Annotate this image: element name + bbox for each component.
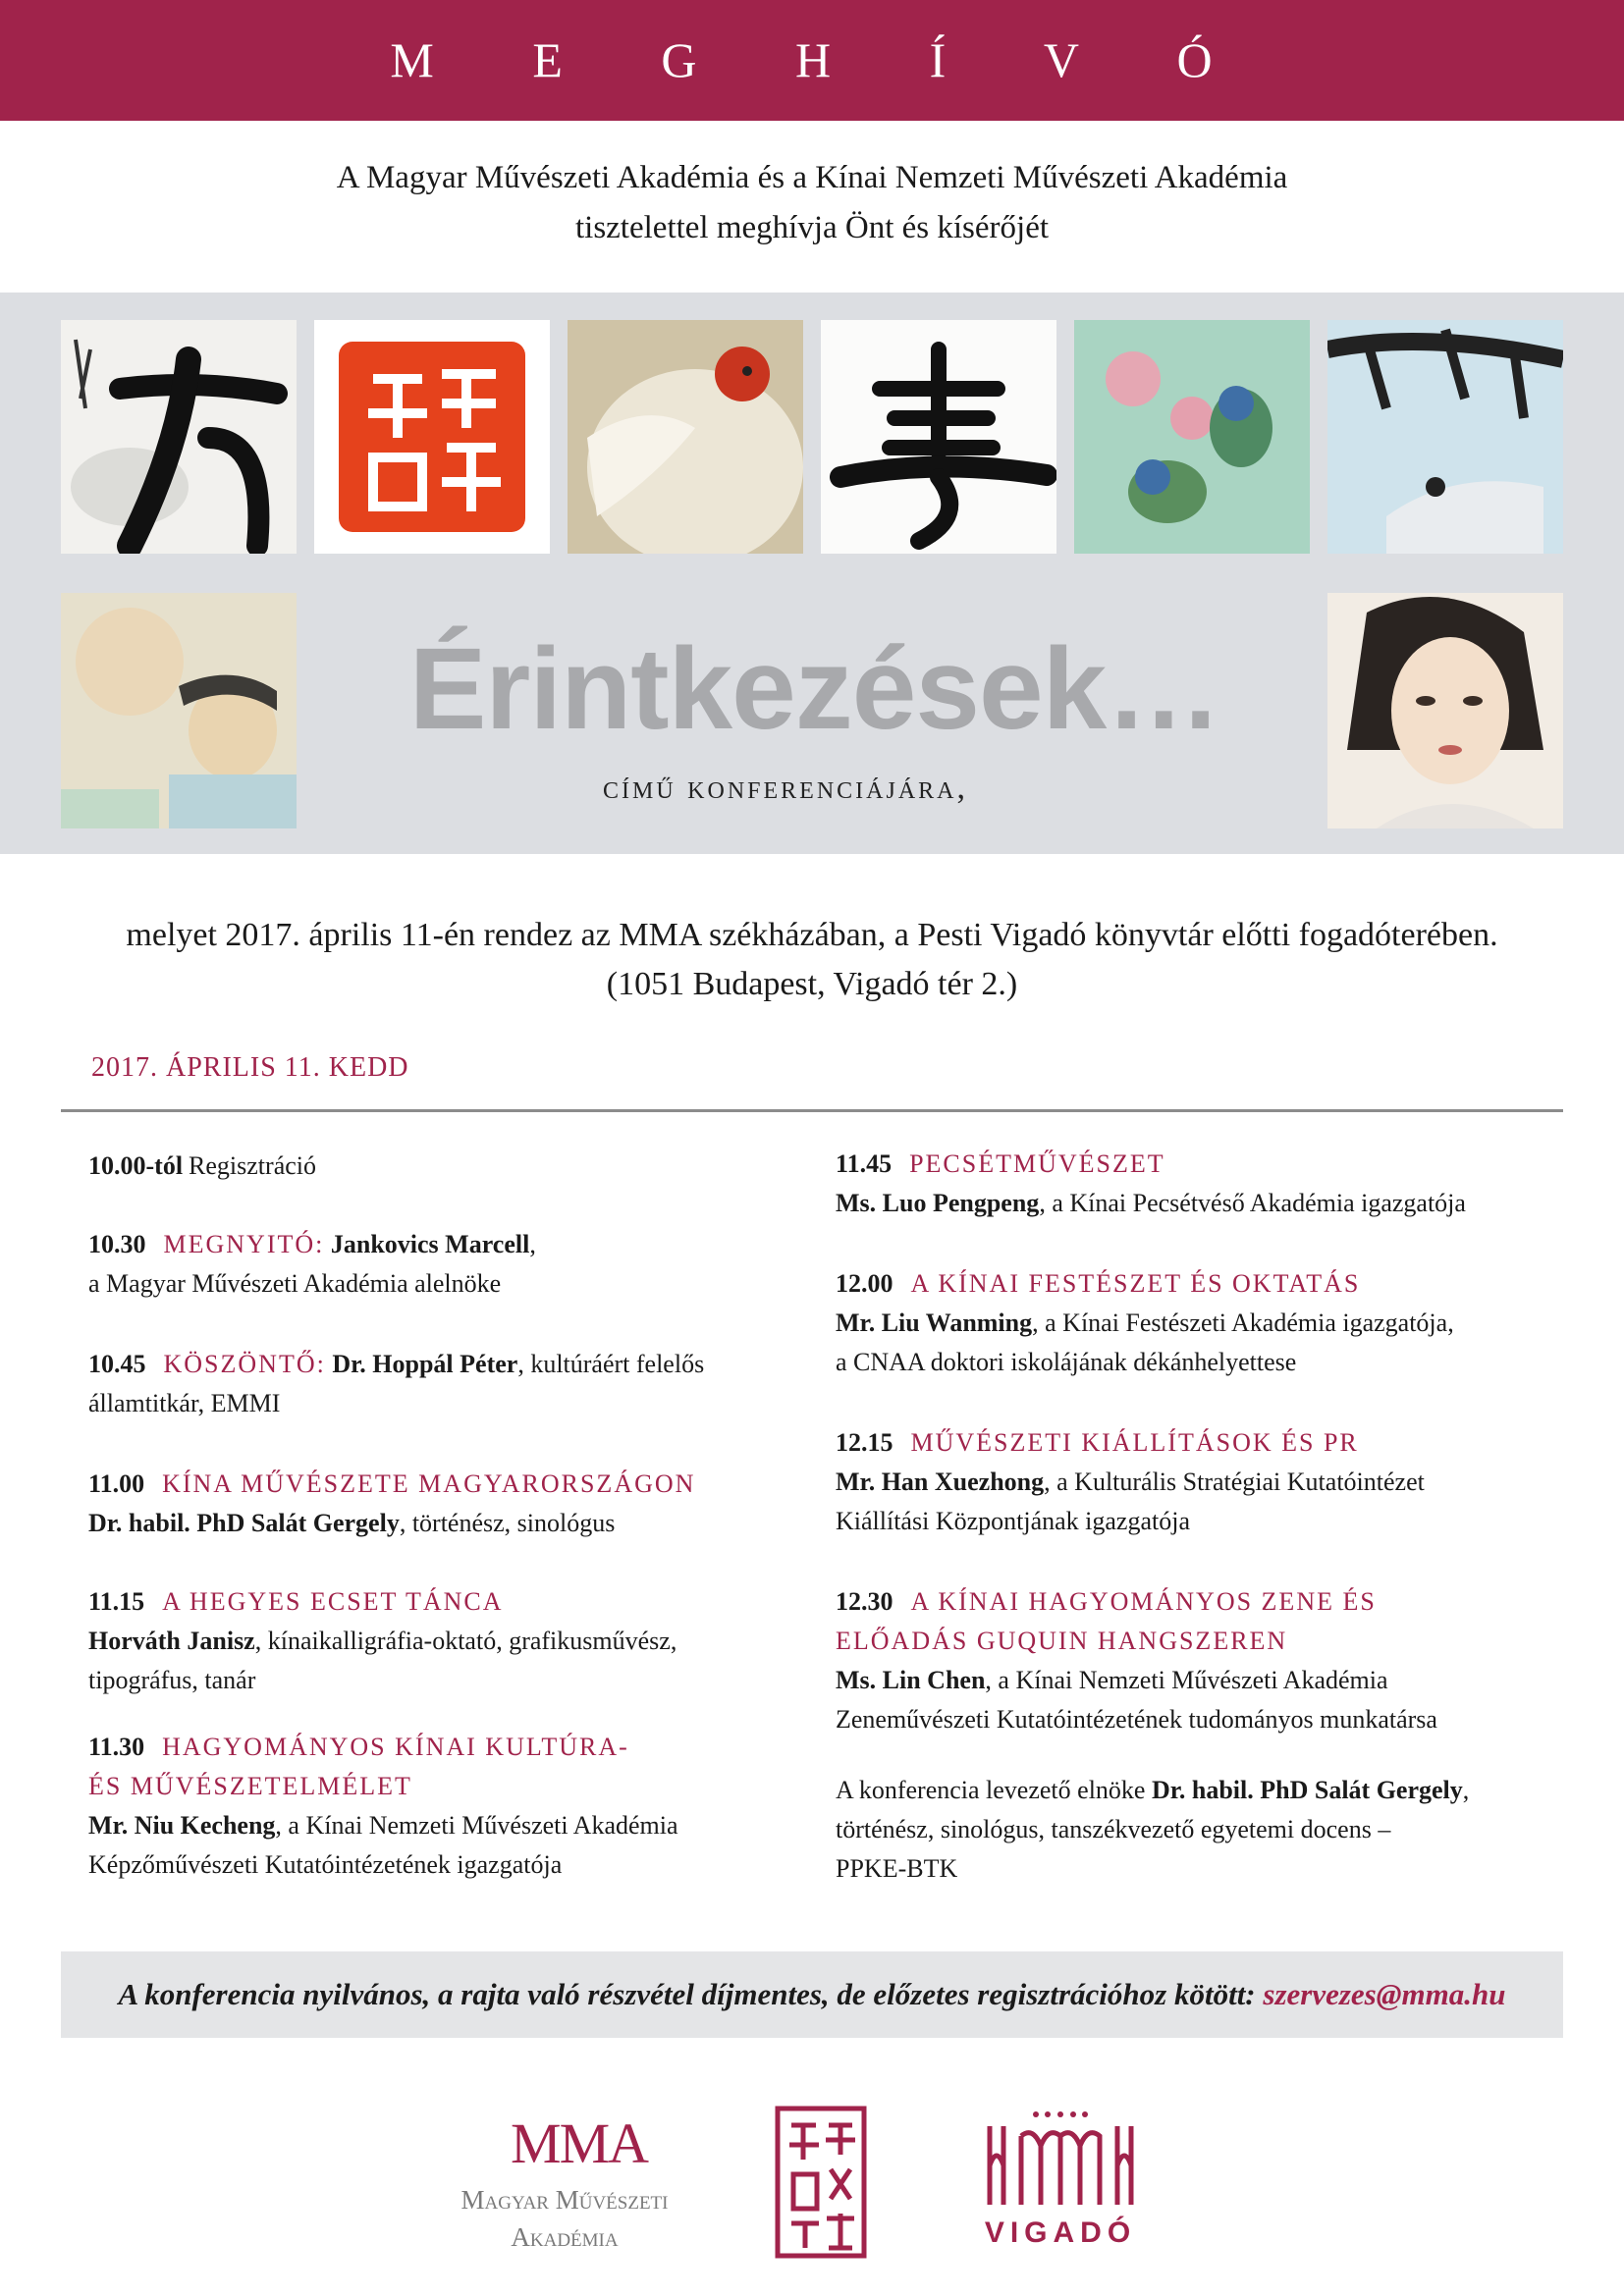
children-painting xyxy=(61,593,297,828)
item-speaker: Dr. Hoppál Péter xyxy=(332,1350,518,1378)
program-right-column xyxy=(836,1145,1562,1889)
item-label: A KÍNAI HAGYOMÁNYOS ZENE ÉS xyxy=(910,1587,1377,1616)
program-item xyxy=(836,1264,1562,1423)
program-item xyxy=(836,1145,1562,1264)
event-title: Érintkezések… xyxy=(408,624,1221,754)
item-speaker: Ms. Luo Pengpeng xyxy=(836,1189,1040,1217)
divider xyxy=(61,1109,1563,1112)
landscape-painting xyxy=(1327,320,1563,554)
item-label: KÖSZÖNTŐ: xyxy=(163,1350,326,1378)
item-speaker: Mr. Han Xuezhong xyxy=(836,1468,1045,1496)
mma-logo-text xyxy=(432,2181,697,2256)
date-heading: 2017. ÁPRILIS 11. KEDD xyxy=(91,1052,409,1083)
item-label: ELŐADÁS GUQUIN HANGSZEREN xyxy=(836,1627,1288,1655)
intro-line-2: tisztelettel meghívja Önt és kísérőjét xyxy=(574,210,1050,245)
program-item xyxy=(836,1423,1562,1582)
item-text: tipográfus, tanár xyxy=(88,1666,256,1694)
item-label: MEGNYITÓ: xyxy=(163,1230,325,1258)
item-label: KÍNA MŰVÉSZETE MAGYARORSZÁGON xyxy=(162,1469,696,1498)
mma-logo-line-1: Magyar Művészeti xyxy=(460,2185,669,2215)
item-text: Kiállítási Központjának igazgatója xyxy=(836,1507,1190,1535)
chinese-academy-seal-logo xyxy=(772,2101,870,2268)
email-link[interactable]: szervezes@mma.hu xyxy=(1263,1977,1506,2011)
invitation-title: M E G H Í V Ó xyxy=(390,32,1256,87)
program-left-column xyxy=(88,1147,815,1885)
chair-affiliation: PPKE-BTK xyxy=(836,1854,958,1883)
registration-notice xyxy=(61,1951,1563,2038)
program-item xyxy=(836,1582,1562,1771)
program-item xyxy=(88,1225,815,1345)
event-subtitle: című konferenciájára, xyxy=(602,770,969,806)
item-text: , a Kínai Pecsétvéső Akadémia igazgatója xyxy=(1039,1189,1466,1217)
mma-logo-line-2: Akadémia xyxy=(511,2222,619,2252)
program-item xyxy=(88,1345,815,1465)
item-text: , a Kínai Nemzeti Művészeti Akadémia xyxy=(985,1666,1388,1694)
item-text: , a Kínai Nemzeti Művészeti Akadémia xyxy=(275,1811,678,1840)
item-time: 12.30 xyxy=(836,1587,893,1616)
item-text: Képzőművészeti Kutatóintézetének igazgatója xyxy=(88,1850,563,1879)
conference-chair xyxy=(836,1771,1562,1889)
calligraphy-artwork-1 xyxy=(61,320,297,554)
item-time: 11.30 xyxy=(88,1733,145,1761)
calligraphy-artwork-2 xyxy=(821,320,1056,554)
item-time: 10.00-tól xyxy=(88,1151,184,1180)
item-speaker: Mr. Liu Wanming xyxy=(836,1308,1033,1337)
item-label: A KÍNAI FESTÉSZET ÉS OKTATÁS xyxy=(910,1269,1361,1298)
item-time: 10.45 xyxy=(88,1350,146,1378)
item-speaker: Dr. habil. PhD Salát Gergely xyxy=(88,1509,400,1537)
item-time: 11.45 xyxy=(836,1149,893,1178)
chair-prefix: A konferencia levezető elnöke xyxy=(836,1776,1152,1804)
chair-suffix: , xyxy=(1462,1776,1470,1804)
item-label: ÉS MŰVÉSZETELMÉLET xyxy=(88,1772,412,1800)
portrait-painting xyxy=(1327,593,1563,828)
notice-text: A konferencia nyilvános, a rajta való részvétel díjmentes, de előzetes regisztrációhoz kötött: xyxy=(118,1977,1264,2011)
program-item xyxy=(88,1465,815,1582)
item-text: , történész, sinológus xyxy=(399,1509,616,1537)
item-text: , kínaikalligráfia-oktató, grafikusművész, xyxy=(254,1627,677,1655)
item-time: 12.00 xyxy=(836,1269,893,1298)
venue-address: (1051 Budapest, Vigadó tér 2.) xyxy=(606,966,1018,1002)
rooster-painting xyxy=(568,320,803,554)
intro-line-1: A Magyar Művészeti Akadémia és a Kínai Nemzeti Művészeti Akadémia xyxy=(336,160,1288,195)
item-text: , a Kulturális Stratégiai Kutatóintézet xyxy=(1044,1468,1425,1496)
item-text: a Magyar Művészeti Akadémia alelnöke xyxy=(88,1269,502,1298)
seal-artwork xyxy=(314,320,550,554)
item-text: a CNAA doktori iskolájának dékánhelyettese xyxy=(836,1348,1297,1376)
chair-title: történész, sinológus, tanszékvezető egyetemi docens – xyxy=(836,1815,1391,1843)
venue-line-1: melyet 2017. április 11-én rendez az MMA székházában, a Pesti Vigadó könyvtár előtti fogadóterében. xyxy=(126,917,1498,953)
item-text: , xyxy=(529,1230,536,1258)
item-speaker: Horváth Janisz xyxy=(88,1627,255,1655)
mma-logo: MMA xyxy=(511,2111,648,2175)
item-label: PECSÉTMŰVÉSZET xyxy=(909,1149,1165,1178)
item-speaker: Jankovics Marcell xyxy=(330,1230,530,1258)
parrot-painting xyxy=(1074,320,1310,554)
item-label: MŰVÉSZETI KIÁLLÍTÁSOK ÉS PR xyxy=(910,1428,1359,1457)
item-text: Regisztráció xyxy=(189,1151,316,1180)
item-label: HAGYOMÁNYOS KÍNAI KULTÚRA- xyxy=(162,1733,629,1761)
item-speaker: Mr. Niu Kecheng xyxy=(88,1811,276,1840)
chair-name: Dr. habil. PhD Salát Gergely xyxy=(1151,1776,1463,1804)
program-item xyxy=(88,1582,815,1728)
program-item xyxy=(88,1147,815,1225)
vigado-logo-text: VIGADÓ xyxy=(984,2216,1137,2249)
item-text: , kultúráért felelős xyxy=(517,1350,705,1378)
item-time: 12.15 xyxy=(836,1428,893,1457)
item-speaker: Ms. Lin Chen xyxy=(836,1666,986,1694)
program-item xyxy=(88,1728,815,1885)
item-text: , a Kínai Festészeti Akadémia igazgatója, xyxy=(1032,1308,1454,1337)
item-time: 11.15 xyxy=(88,1587,145,1616)
item-label: A HEGYES ECSET TÁNCA xyxy=(162,1587,504,1616)
item-text: államtitkár, EMMI xyxy=(88,1389,281,1417)
item-text: Zeneművészeti Kutatóintézetének tudományos munkatársa xyxy=(836,1705,1437,1734)
item-time: 10.30 xyxy=(88,1230,146,1258)
item-time: 11.00 xyxy=(88,1469,145,1498)
